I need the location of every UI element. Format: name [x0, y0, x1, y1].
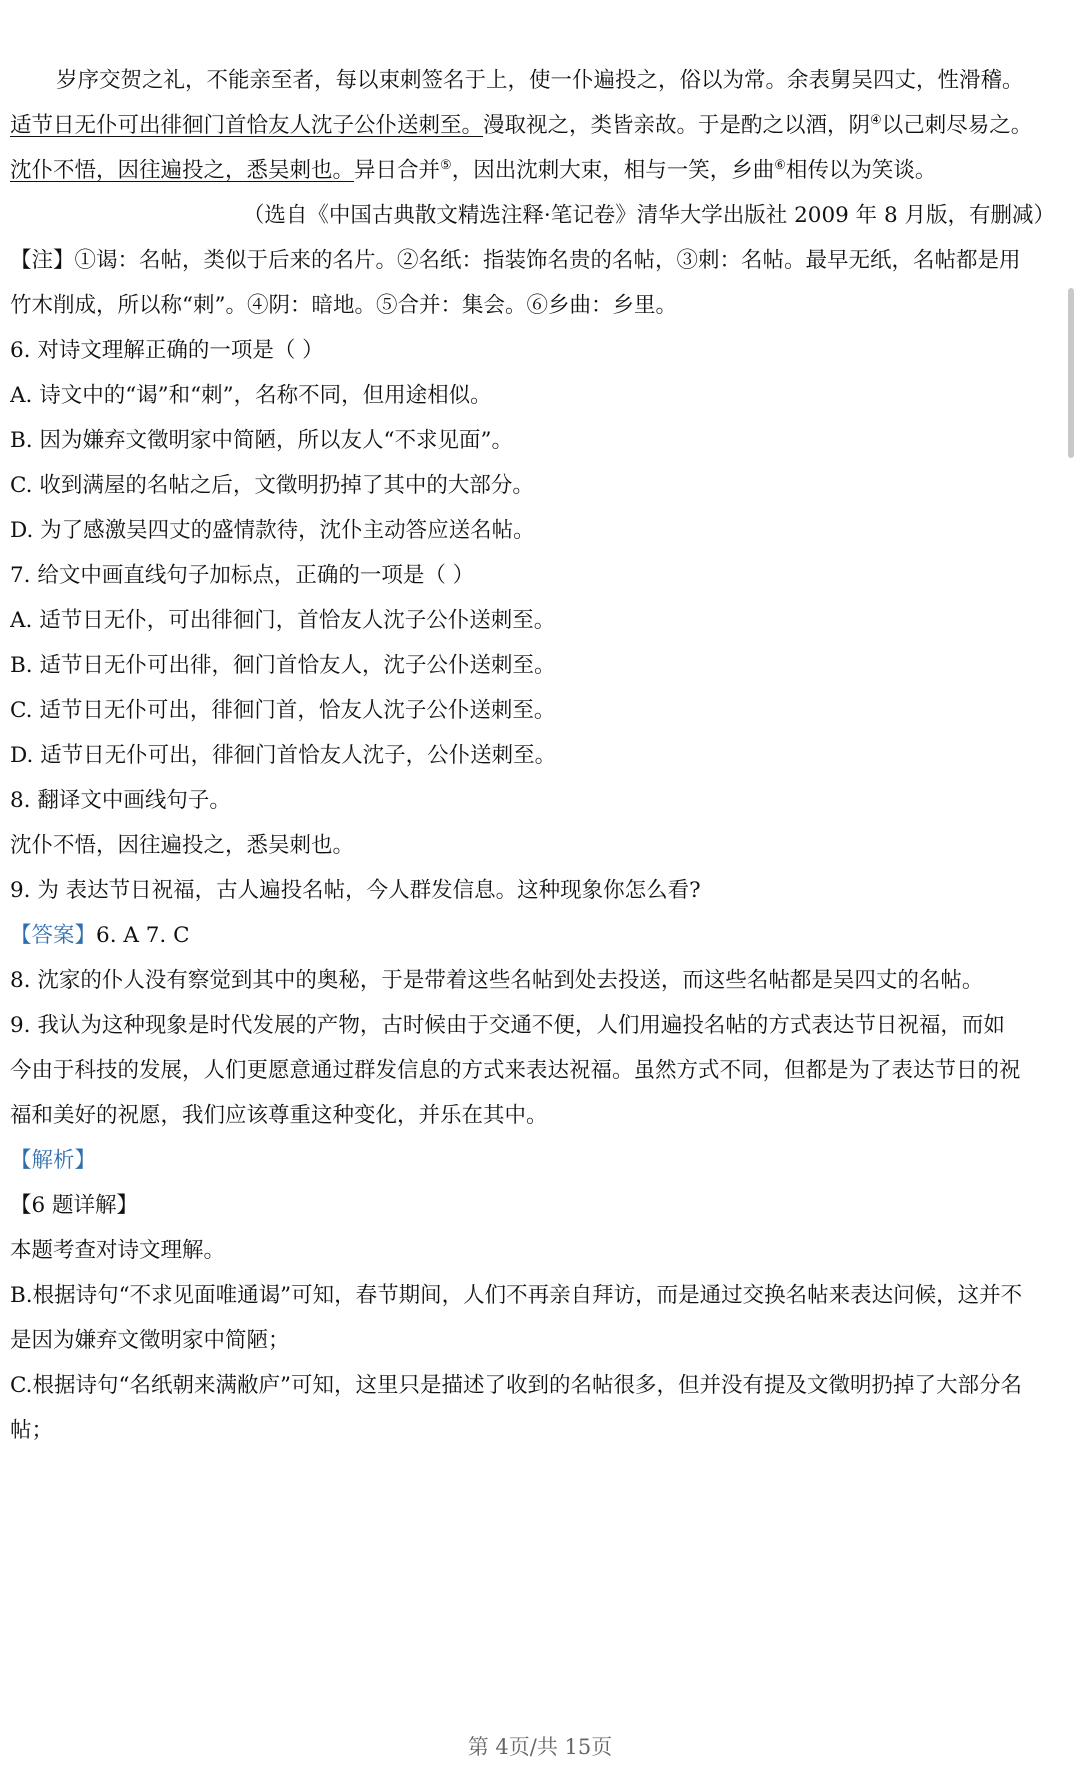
analysis-c-line-2: 帖； [10, 1418, 54, 1443]
question-9: 9. 为 表达节日祝福，古人遍投名帖，今人群发信息。这种现象你怎么看? [10, 878, 701, 903]
passage-line-3 [10, 156, 1062, 186]
option-7c: C. 适节日无仆可出，徘徊门首，恰友人沈子公仆送刺至。 [10, 698, 556, 723]
footnote-marker: ⑤ [440, 157, 452, 173]
footnote-marker: ④ [870, 112, 882, 128]
answer-9-line-1: 9. 我认为这种现象是时代发展的产物，古时候由于交通不便，人们用遍投名帖的方式表达节日祝福，而如 [10, 1013, 1005, 1038]
question-8-sentence: 沈仆不悟，因往遍投之，悉吴刺也。 [10, 833, 355, 858]
option-7b: B. 适节日无仆可出徘，徊门首恰友人，沈子公仆送刺至。 [10, 653, 556, 678]
underlined-sentence-2: 沈仆不悟，因往遍投之，悉吴刺也。 [10, 158, 355, 183]
answer-9-line-3: 福和美好的祝愿，我们应该尊重这种变化，并乐在其中。 [10, 1103, 548, 1128]
option-6a: A. 诗文中的“谒”和“刺”，名称不同，但用途相似。 [10, 383, 492, 408]
analysis-c-line-1: C.根据诗句“名纸朝来满敝庐”可知，这里只是描述了收到的名帖很多，但并没有提及文徵明扔掉了大部分名 [10, 1373, 1023, 1398]
answer-9-line-2: 今由于科技的发展，人们更愿意通过群发信息的方式来表达祝福。虽然方式不同，但都是为了表达节日的祝 [10, 1058, 1021, 1083]
option-6d: D. 为了感激吴四丈的盛情款待，沈仆主动答应送名帖。 [10, 518, 535, 543]
page-footer: 第 4页/共 15页 [467, 1735, 613, 1759]
scrollbar-thumb[interactable] [1068, 288, 1074, 458]
passage-text: 以己刺尽易之。 [881, 113, 1033, 138]
answer-line [10, 921, 1062, 951]
passage-text: 漫取视之，类皆亲故。于是酌之以酒，阴 [483, 113, 871, 138]
notes-line-2: 竹木削成，所以称“刺”。④阴：暗地。⑤合并：集会。⑥乡曲：乡里。 [10, 293, 677, 318]
passage-text: ，因出沈刺大束，相与一笑，乡曲 [451, 158, 775, 183]
question-6: 6. 对诗文理解正确的一项是（ ） [10, 338, 324, 363]
underlined-sentence-1: 适节日无仆可出徘徊门首恰友人沈子公仆送刺至。 [10, 113, 484, 138]
question-7: 7. 给文中画直线句子加标点，正确的一项是（ ） [10, 563, 475, 588]
answer-6-7: 6. A 7. C [96, 923, 190, 948]
notes-line-1: 【注】①谒：名帖，类似于后来的名片。②名纸：指装饰名贵的名帖，③刺：名帖。最早无纸，名帖都是用 [10, 248, 1021, 273]
q6-detail-title: 【6 题详解】 [10, 1193, 139, 1218]
option-7d: D. 适节日无仆可出，徘徊门首恰友人沈子，公仆送刺至。 [10, 743, 557, 768]
analysis-intro: 本题考查对诗文理解。 [10, 1238, 226, 1263]
analysis-label: 【解析】 [10, 1148, 97, 1173]
passage-text: 相传以为笑谈。 [785, 158, 937, 183]
passage-line-1: 岁序交贺之礼，不能亲至者，每以束刺签名于上，使一仆遍投之，俗以为常。余表舅吴四丈，性滑稽。 [56, 68, 1024, 93]
answer-label: 【答案】 [10, 923, 97, 948]
analysis-b-line-1: B.根据诗句“不求见面唯通谒”可知，春节期间，人们不再亲自拜访，而是通过交换名帖来表达问候，这并不 [10, 1283, 1023, 1308]
answer-8: 8. 沈家的仆人没有察觉到其中的奥秘，于是带着这些名帖到处去投送，而这些名帖都是吴四丈的名帖。 [10, 968, 984, 993]
footnote-marker: ⑥ [774, 157, 786, 173]
passage-line-2 [10, 111, 1062, 141]
option-6b: B. 因为嫌弃文徵明家中简陋，所以友人“不求见面”。 [10, 428, 513, 453]
passage-text: 异日合并 [354, 158, 441, 183]
source-citation: （选自《中国古典散文精选注释·笔记卷》清华大学出版社 2009 年 8 月版，有删减） [242, 203, 1055, 228]
option-7a: A. 适节日无仆，可出徘徊门，首恰友人沈子公仆送刺至。 [10, 608, 556, 633]
option-6c: C. 收到满屋的名帖之后，文徵明扔掉了其中的大部分。 [10, 473, 534, 498]
question-8: 8. 翻译文中画线句子。 [10, 788, 231, 813]
analysis-b-line-2: 是因为嫌弃文徵明家中简陋； [10, 1328, 290, 1353]
